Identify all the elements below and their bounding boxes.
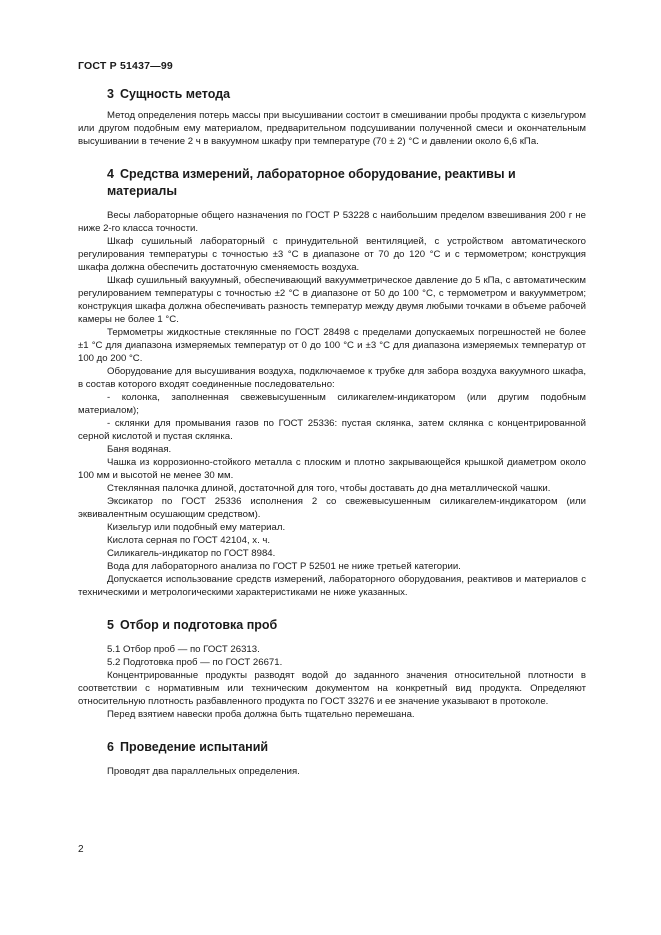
section-6 xyxy=(78,739,586,778)
section-heading: 5 Отбор и подготовка проб xyxy=(107,618,278,632)
page-number: 2 xyxy=(78,844,84,855)
document-code: ГОСТ Р 51437—99 xyxy=(78,60,173,72)
section-3 xyxy=(78,86,586,148)
list-item: - колонка, заполненная свежевысушенным силикагелем-индикатором (или другим подобным материалом); xyxy=(78,392,586,416)
paragraph: Силикагель-индикатор по ГОСТ 8984. xyxy=(107,548,276,559)
section-heading: 3 Сущность метода xyxy=(107,87,231,101)
paragraph: Метод определения потерь массы при высушивании состоит в смешивании пробы продукта с кизельгуром или другом подобным ему материалом, предварительном подсушивании полученной смеси и окончательным высушивании в течение 2 ч в вакуумном шкафу при температуре (70 ± 2) °С и давлении около 6,6 кПа. xyxy=(78,110,586,147)
paragraph: Термометры жидкостные стеклянные по ГОСТ 28498 с пределами допускаемых погрешностей не более ±1 °С для диапазона измеряемых температур от 0 до 100 °С и ±3 °С для диапазона измеряемых температур от 100 до 200 °С. xyxy=(78,327,586,364)
section-4 xyxy=(78,166,586,599)
paragraph: Баня водяная. xyxy=(107,444,172,455)
paragraph: Чашка из коррозионно-стойкого металла с плоским и плотно закрывающейся крышкой диаметром около 100 мм и высотой не менее 30 мм. xyxy=(78,457,586,481)
paragraph: Эксикатор по ГОСТ 25336 исполнения 2 со свежевысушенным силикагелем-индикатором (или эквивалентным осушающим средством). xyxy=(78,496,586,520)
paragraph: Шкаф сушильный лабораторный с принудительной вентиляцией, с устройством автоматического регулирования температуры с точностью ±3 °С в диапазоне от 70 до 120 °С и с термометром; конструкция шкафа должна обеспечить достаточную сменяемость воздуха. xyxy=(78,236,586,273)
paragraph: 5.1 Отбор проб — по ГОСТ 26313. xyxy=(107,644,260,655)
paragraph: Концентрированные продукты разводят водой до заданного значения относительной плотности в соответствии с нормативным или техническим документом на конкретный вид продукта. Определяют относительную плотность разбавленного продукта по ГОСТ 33276 и ее значение указывают в протоколе. xyxy=(78,670,586,707)
section-heading: 6 Проведение испытаний xyxy=(107,740,269,754)
paragraph: Шкаф сушильный вакуумный, обеспечивающий вакуумметрическое давление до 5 кПа, с автоматическим регулированием температуры с точностью ±2 °С в диапазоне от 50 до 100 °С, с термометром и вакуумметром; конструкция шкафа должна обеспечивать разность температур между двумя любыми точками в объеме рабочей камеры не более 1 °С. xyxy=(78,275,586,325)
section-heading: 4 Средства измерений, лабораторное оборудование, реактивы и материалы xyxy=(107,167,516,198)
paragraph: Проводят два параллельных определения. xyxy=(107,766,300,777)
paragraph: Кислота серная по ГОСТ 42104, х. ч. xyxy=(107,535,271,546)
paragraph: Допускается использование средств измерений, лабораторного оборудования, реактивов и материалов с техническими и метрологическими характеристиками не ниже указанных. xyxy=(78,574,586,598)
list-item: - склянки для промывания газов по ГОСТ 25336: пустая склянка, затем склянка с концентрированной серной кислотой и пустая склянка. xyxy=(78,418,586,442)
paragraph: Вода для лабораторного анализа по ГОСТ Р 52501 не ниже третьей категории. xyxy=(107,561,461,572)
paragraph: Оборудование для высушивания воздуха, подключаемое к трубке для забора воздуха вакуумного шкафа, в состав которого входят соединенные последовательно: xyxy=(78,366,586,390)
paragraph: Кизельгур или подобный ему материал. xyxy=(107,522,286,533)
paragraph: Весы лабораторные общего назначения по ГОСТ Р 53228 с наибольшим пределом взвешивания 200 г не ниже 2-го класса точности. xyxy=(78,210,586,234)
section-5 xyxy=(78,617,586,721)
paragraph: Стеклянная палочка длиной, достаточной для того, чтобы доставать до дна металлической чашки. xyxy=(107,483,551,494)
paragraph: 5.2 Подготовка проб — по ГОСТ 26671. xyxy=(107,657,283,668)
paragraph: Перед взятием навески проба должна быть тщательно перемешана. xyxy=(107,709,415,720)
document-body xyxy=(78,86,586,778)
